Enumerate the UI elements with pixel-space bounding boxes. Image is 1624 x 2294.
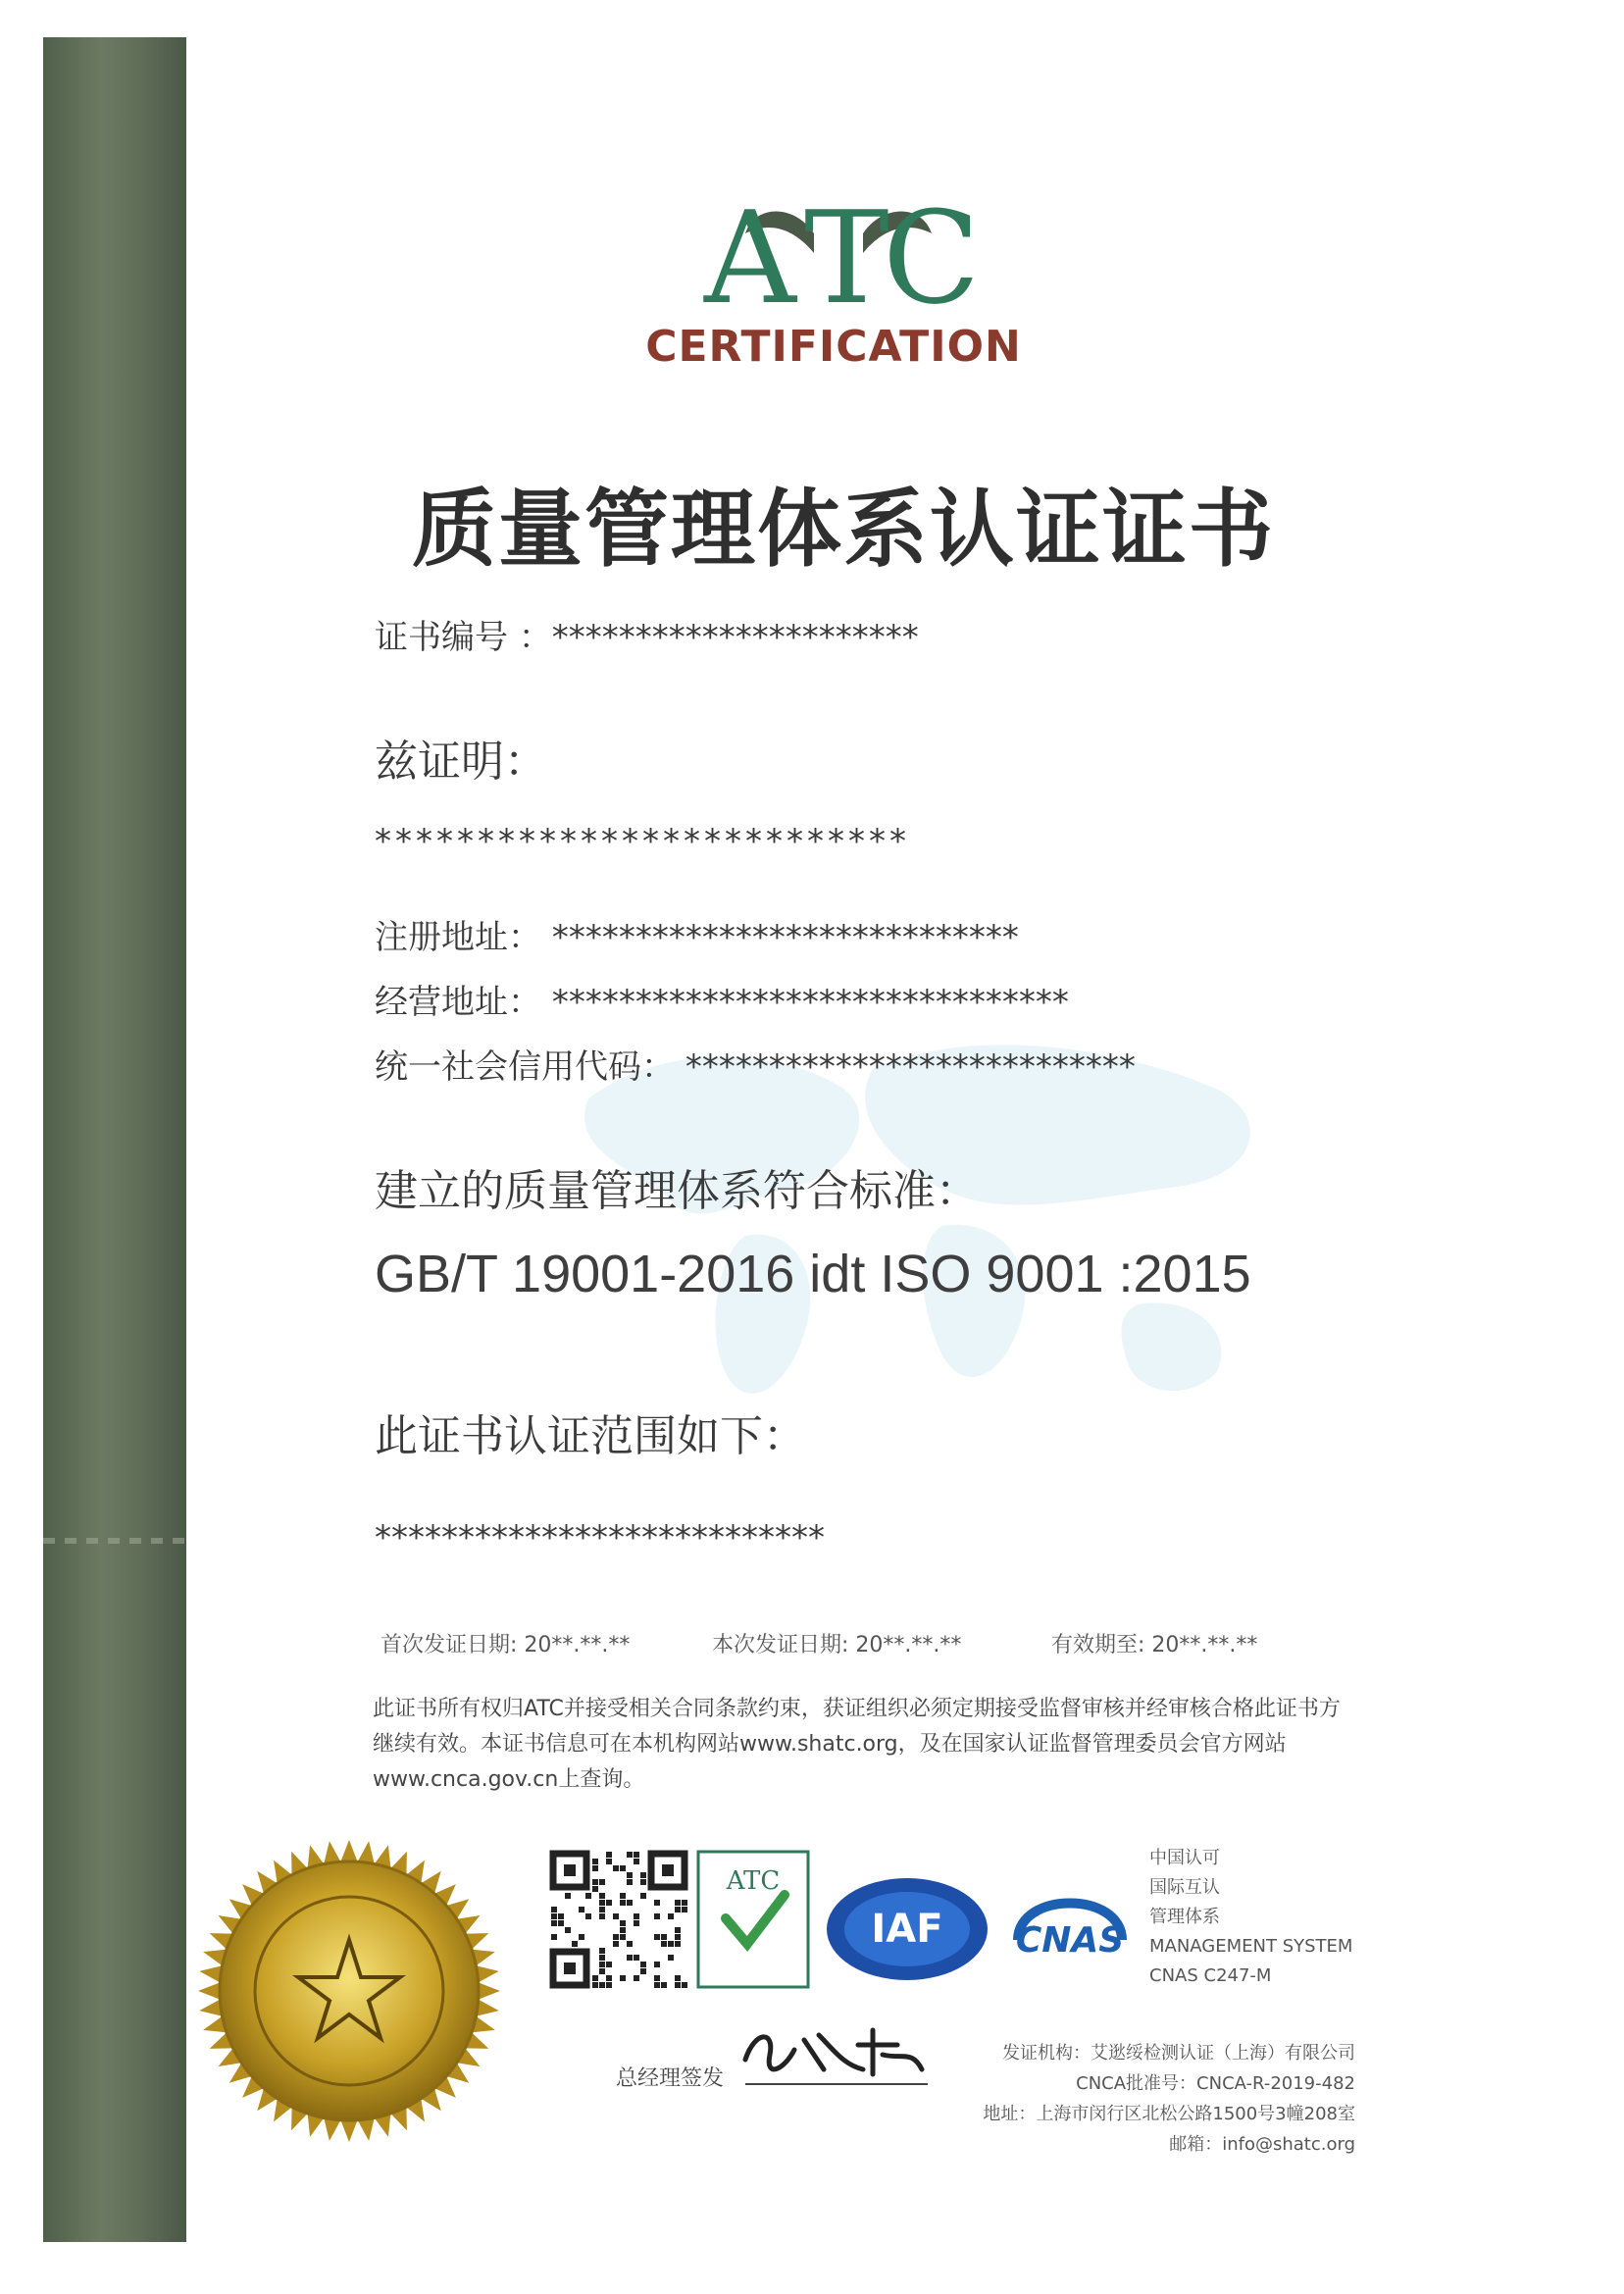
issuer-info: [961, 2038, 1355, 2160]
issuer-line: 发证机构：艾逖绥检测认证（上海）有限公司: [1002, 2043, 1355, 2064]
cnas-text: CNAS: [1015, 1920, 1125, 1961]
svg-text:ATC: ATC: [726, 1866, 781, 1896]
valid-until-label: 有效期至:: [1051, 1633, 1145, 1657]
certificate-number-value: ：**********************: [518, 618, 919, 657]
this-issue-date: [712, 1628, 961, 1658]
handwritten-signature-icon: [726, 2011, 941, 2089]
standard-value: GB/T 19001-2016 idt ISO 9001 :2015: [375, 1245, 1251, 1303]
certificate-title: 质量管理体系认证证书: [412, 481, 1275, 579]
mra-statement: [1149, 1844, 1352, 1991]
certificate-number-label: 证书编号: [375, 618, 508, 657]
credit-code-value: ***************************: [685, 1047, 1136, 1087]
issuer-line: 邮箱：info@shatc.org: [1169, 2134, 1355, 2155]
svg-text:T: T: [804, 183, 889, 322]
scope-label: 此证书认证范围如下：: [375, 1411, 806, 1461]
first-issue-value: 20**.**.**: [524, 1633, 631, 1657]
qr-code-icon[interactable]: [549, 1850, 688, 1989]
issuer-line: CNCA批准号：CNCA-R-2019-482: [1076, 2073, 1355, 2094]
organization-name: **************************: [375, 822, 910, 861]
credit-code-row: [375, 1040, 1136, 1088]
atc-quality-badge-icon: [696, 1850, 810, 1989]
svg-text:A: A: [704, 183, 796, 322]
cnas-logo-icon: [998, 1871, 1142, 1985]
first-issue-label: 首次发证日期:: [381, 1633, 518, 1657]
signature-label: 总经理签发: [616, 2066, 725, 2091]
iaf-text: IAF: [871, 1907, 943, 1952]
business-address-label: 经营地址：: [375, 983, 541, 1022]
mra-line: MANAGEMENT SYSTEM: [1149, 1936, 1353, 1957]
business-address-row: [375, 975, 1069, 1023]
this-issue-value: 20**.**.**: [855, 1633, 962, 1657]
mra-line: 管理体系: [1149, 1907, 1220, 1927]
certify-label: 兹证明：: [375, 737, 547, 787]
signature-line: [745, 2083, 928, 2085]
issuer-line: 地址：上海市闵行区北松公路1500号3幢208室: [983, 2104, 1355, 2124]
validity-notice: 此证书所有权归ATC并接受相关合同条款约束，获证组织必须定期接受监督审核并经审核合格此证书方继续有效。本证书信息可在本机构网站www.shatc.org，及在国家认证监督管理委员会官方网站www.cnca.gov.cn上查询。: [373, 1697, 1341, 1792]
registered-address-label: 注册地址：: [375, 918, 541, 957]
gold-seal-icon: [194, 1836, 504, 2146]
certificate-number-row: [375, 610, 919, 658]
decorative-side-band: [43, 37, 186, 2242]
registered-address-row: [375, 910, 1019, 958]
standard-label: 建立的质量管理体系符合标准：: [375, 1166, 979, 1216]
valid-until-value: 20**.**.**: [1151, 1633, 1258, 1657]
this-issue-label: 本次发证日期:: [712, 1633, 849, 1657]
mra-line: CNAS C247-M: [1149, 1965, 1272, 1986]
logo-wordmark: CERTIFICATION: [645, 322, 1022, 372]
credit-code-label: 统一社会信用代码：: [375, 1047, 675, 1087]
scope-value: ***************************: [375, 1518, 825, 1557]
iaf-logo-icon: [824, 1875, 990, 1983]
mra-line: 中国认可: [1149, 1848, 1220, 1868]
atc-logo-icon: [696, 165, 990, 322]
registered-address-value: ****************************: [551, 918, 1019, 957]
svg-text:C: C: [883, 183, 981, 322]
valid-until-date: [1051, 1628, 1257, 1658]
first-issue-date: [381, 1628, 630, 1658]
business-address-value: *******************************: [551, 983, 1069, 1022]
mra-line: 国际互认: [1149, 1877, 1220, 1898]
